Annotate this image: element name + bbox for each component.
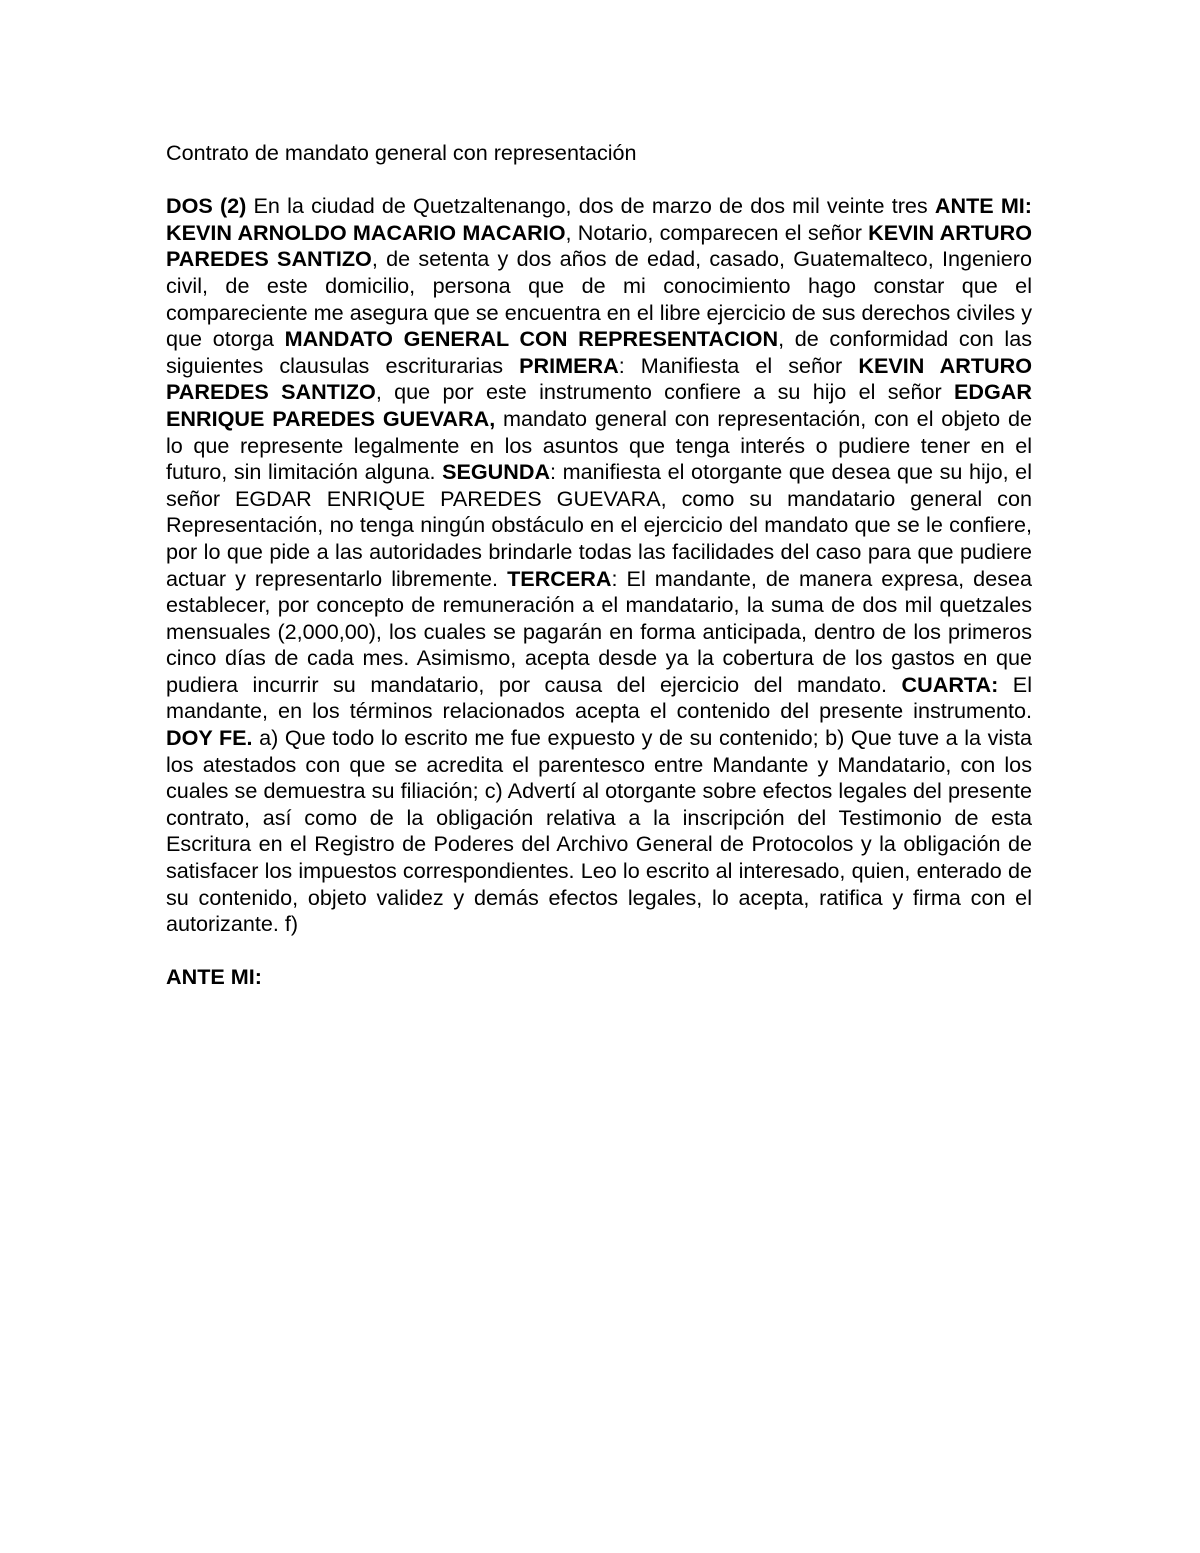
text-run: , que por este instrumento confiere a su hijo el señor [375, 379, 955, 405]
bold-text-run: KEVIN ARTURO PAREDES SANTIZO [166, 352, 1032, 405]
text-run: , de conformidad con las siguientes clausulas escriturarias [166, 326, 1032, 378]
document-title: Contrato de mandato general con representación [166, 140, 637, 165]
text-run: , Notario, comparecen el señor [565, 219, 869, 245]
text-run: a) Que todo lo escrito me fue expuesto y de su contenido; b) Que tuve a la vista los atestados con que se acredita el parentesco entre Mandante y Mandatario, con los cuales se demuestra su filiación; c) Advertí al otorgante sobre efectos legales del presente contrato, así como de la obligación relativa a la inscripción del Testimonio de esta Escritura en el Registro de Poderes del Archivo General de Protocolos y la obligación de satisfacer los impuestos correspondientes. Leo lo escrito al interesado, quien, enterado de su contenido, objeto validez y demás efectos legales, lo acepta, ratifica y firma con el autorizante. f) [166, 725, 1032, 937]
text-run: , de setenta y dos años de edad, casado, Guatemalteco, Ingeniero civil, de este domicilio, persona que de mi conocimiento hago constar que el compareciente me asegura que se encuentra en el libre ejercicio de sus derechos civiles y que otorga [166, 246, 1033, 352]
bold-text-run: ANTE MI: KEVIN ARNOLDO MACARIO MACARIO [166, 193, 1032, 245]
bold-text-run: PRIMERA [519, 352, 619, 378]
contract-body-paragraph [166, 193, 1032, 938]
text-run: El mandante, en los términos relacionados acepta el contenido del presente instrumento. [166, 671, 1032, 724]
bold-text-run: KEVIN ARTURO PAREDES SANTIZO [166, 219, 1032, 272]
bold-text-run: SEGUNDA [442, 459, 551, 485]
closing-signature-label: ANTE MI: [166, 964, 262, 990]
bold-text-run: MANDATO GENERAL CON REPRESENTACION [284, 326, 779, 352]
text-run: mandato general con representación, con el objeto de lo que represente legalmente en los asuntos que tenga interés o pudiere tener en el futuro, sin limitación alguna. [166, 405, 1032, 485]
text-run: : El mandante, de manera expresa, desea establecer, por concepto de remuneración a el mandatario, la suma de dos mil quetzales mensuales (2,000,00), los cuales se pagarán en forma anticipada, dentro de los primeros cinco días de cada mes. Asimismo, acepta desde ya la cobertura de los gastos en que pudiera incurrir su mandatario, por causa del ejercicio del mandato. [166, 565, 1032, 697]
bold-text-run: DOY FE. [166, 725, 253, 751]
bold-text-run: DOS (2) [166, 193, 247, 219]
text-run: : Manifiesta el señor [618, 352, 859, 378]
bold-text-run: EDGAR ENRIQUE PAREDES GUEVARA, [166, 379, 1032, 431]
document-content [166, 140, 1032, 991]
text-run: : manifiesta el otorgante que desea que su hijo, el señor EGDAR ENRIQUE PAREDES GUEVARA, como su mandatario general con Representación, no tenga ningún obstáculo en el ejercicio del mandato que se le confiere, por lo que pide a las autoridades brindarle todas las facilidades del caso para que pudiere actuar y representarlo libremente. [166, 459, 1032, 591]
bold-text-run: TERCERA [507, 565, 612, 591]
text-run: En la ciudad de Quetzaltenango, dos de marzo de dos mil veinte tres [246, 193, 935, 219]
bold-text-run: CUARTA: [901, 671, 999, 697]
